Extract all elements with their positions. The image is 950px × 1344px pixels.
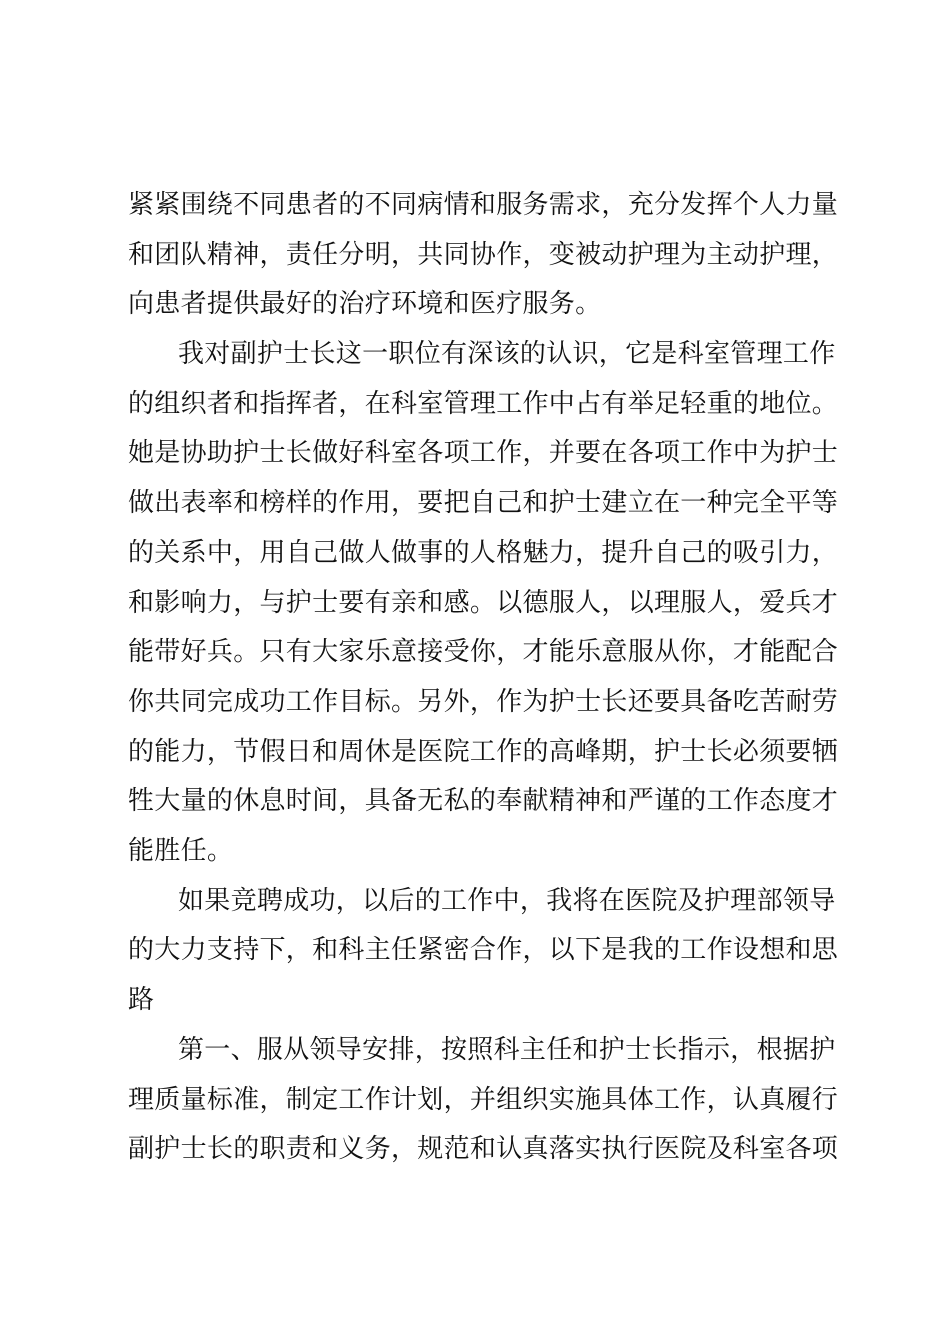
paragraph-3-line-2: 的大力支持下，和科主任紧密合作，以下是我的工作设想和思 — [128, 935, 839, 965]
paragraph-2-line-4: 做出表率和榜样的作用，要把自己和护士建立在一种完全平等 — [128, 488, 839, 518]
paragraph-1-line-2: 和团队精神，责任分明，共同协作，变被动护理为主动护理， — [128, 240, 839, 270]
paragraph-2-line-10: 牲大量的休息时间，具备无私的奉献精神和严谨的工作态度才 — [128, 786, 839, 816]
paragraph-4-line-2: 理质量标准，制定工作计划，并组织实施具体工作，认真履行 — [128, 1085, 839, 1115]
paragraph-2-line-11: 能胜任。 — [128, 836, 234, 866]
paragraph-2-line-6: 和影响力，与护士要有亲和感。以德服人，以理服人，爱兵才 — [128, 588, 839, 618]
paragraph-2-line-1: 我对副护士长这一职位有深该的认识，它是科室管理工作 — [178, 339, 836, 369]
paragraph-4-line-3: 副护士长的职责和义务，规范和认真落实执行医院及科室各项 — [128, 1134, 839, 1164]
paragraph-2-line-2: 的组织者和指挥者，在科室管理工作中占有举足轻重的地位。 — [128, 389, 839, 419]
paragraph-4-line-1: 第一、服从领导安排，按照科主任和护士长指示，根据护 — [178, 1035, 836, 1065]
paragraph-2-line-3: 她是协助护士长做好科室各项工作，并要在各项工作中为护士 — [128, 438, 839, 468]
paragraph-1-line-1: 紧紧围绕不同患者的不同病情和服务需求，充分发挥个人力量 — [128, 190, 839, 220]
paragraph-2-line-8: 你共同完成功工作目标。另外，作为护士长还要具备吃苦耐劳 — [128, 687, 839, 717]
paragraph-3-line-1: 如果竞聘成功，以后的工作中，我将在医院及护理部领导 — [178, 886, 836, 916]
paragraph-2-line-9: 的能力，节假日和周休是医院工作的高峰期，护士长必须要牺 — [128, 737, 839, 767]
paragraph-2-line-5: 的关系中，用自己做人做事的人格魅力，提升自己的吸引力， — [128, 538, 839, 568]
paragraph-2-line-7: 能带好兵。只有大家乐意接受你，才能乐意服从你，才能配合 — [128, 637, 839, 667]
paragraph-1-line-3: 向患者提供最好的治疗环境和医疗服务。 — [128, 289, 602, 319]
paragraph-3-line-3: 路 — [128, 985, 155, 1015]
